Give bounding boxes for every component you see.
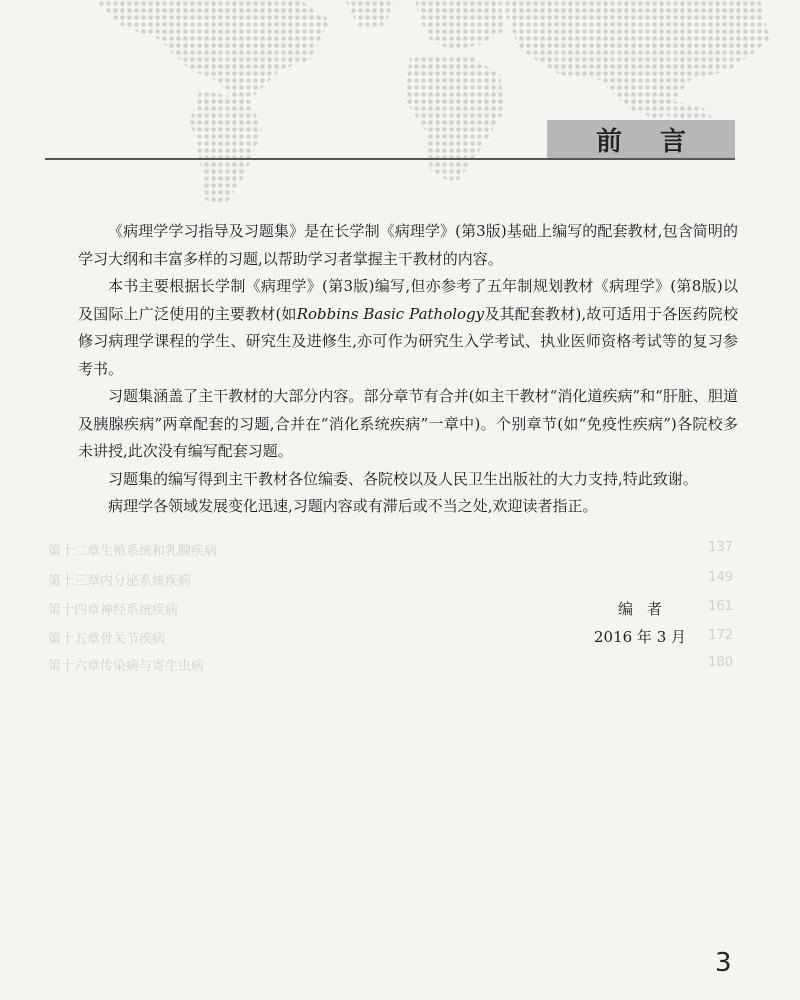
paragraph-coverage: 习题集涵盖了主干教材的大部分内容。部分章节有合并(如主干教材“消化道疾病”和“肝脏、胆道及胰腺疾病”两章配套的习题,合并在“消化系统疾病”一章中)。个别章节(如“免疫性疾病”)各院校多未讲授,此次没有编写配套习题。	[78, 387, 738, 460]
reference-title: Robbins Basic Pathology	[296, 304, 485, 323]
paragraph-scope: 本书主要根据长学制《病理学》(第3版)编写,但亦参考了五年制规划教材《病理学》(第8版)以及国际上广泛使用的主要教材(如Robbins Basic Pathology及其配套教材),故可适用于各医药院校修习病理学课程的学生、研究生及进修生,亦可作为研究生入学考试、执业医师资格考试等的复习参考书。	[78, 277, 738, 378]
ghost-toc-row: 第十四章 神经系统疾病 161	[48, 599, 733, 618]
header-divider	[45, 158, 735, 160]
section-title-tab	[547, 120, 735, 158]
section-title: 前言	[595, 126, 724, 157]
ghost-toc-row: 第十三章 内分泌系统疾病 149	[48, 570, 733, 589]
signature-block	[560, 595, 720, 651]
page-number: 3	[715, 948, 732, 978]
paragraph-closing: 病理学各领域发展变化迅速,习题内容或有滞后或不当之处,欢迎读者指正。	[108, 497, 598, 515]
ghost-toc-row: 第十五章 骨关节疾病 172	[48, 628, 733, 647]
ghost-toc-row: 第十二章 生殖系统和乳腺疾病 137	[48, 540, 733, 559]
author-label: 编者	[617, 600, 676, 618]
paragraph-intro: 《病理学学习指导及习题集》是在长学制《病理学》(第3版)基础上编写的配套教材,包含简明的学习大纲和丰富多样的习题,以帮助学习者掌握主干教材的内容。	[78, 222, 738, 268]
preface-body	[78, 218, 738, 521]
paragraph-thanks: 习题集的编写得到主干教材各位编委、各院校以及人民卫生出版社的大力支持,特此致谢。	[108, 469, 698, 488]
world-map-dot-pattern	[0, 0, 800, 210]
date-label: 2016 年 3 月	[593, 628, 687, 646]
ghost-toc-row: 第十六章 传染病与寄生虫病 180	[48, 655, 733, 674]
